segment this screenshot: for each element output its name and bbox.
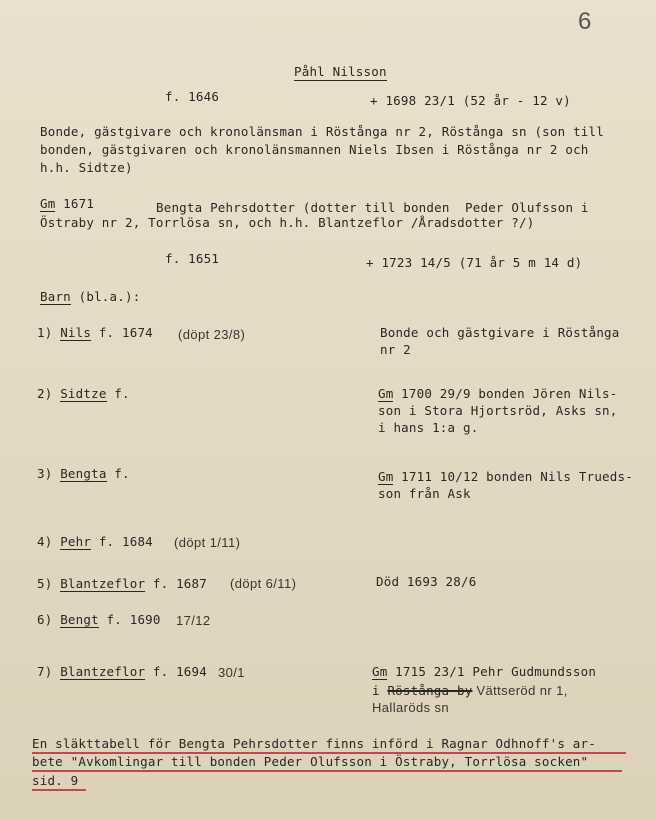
child-name: Blantzeflor [60,664,146,679]
footer-line-1: En släkttabell för Bengta Pehrsdotter finns införd i Ragnar Odhnoff's ar- [32,736,596,751]
child-3-marriage: 1711 10/12 bonden Nils Trueds- [393,469,633,484]
child-4-note: (döpt 1/11) [174,535,241,550]
child-name: Nils [60,325,92,340]
child-2-info-1 [378,386,618,402]
struck-place: Röstånga by [387,683,473,698]
red-underline-1 [32,752,626,754]
child-number: 7) [37,664,53,679]
child-2-info-2: son i Stora Hjortsröd, Asks sn, [378,403,618,418]
child-7-info-3: Hallaröds sn [372,700,450,715]
child-name: Bengta [60,466,107,481]
gm-label: Gm [378,386,394,401]
child-7-info-1 [372,664,596,680]
description-line-3: h.h. Sidtze) [40,160,133,175]
description-line-1: Bonde, gästgivare och kronolänsman i Röstånga nr 2, Röstånga sn (son till [40,124,604,139]
child-number: 6) [37,612,53,627]
child-born: f. [106,386,130,401]
footer-line-2: bete "Avkomlingar till bonden Peder Olufsson i Östraby, Torrlösa socken" [32,754,589,769]
child-number: 5) [37,576,53,591]
child-7-info-2 [372,683,568,699]
child-2-marriage: 1700 29/9 bonden Jören Nils- [393,386,618,401]
child-1 [37,325,153,341]
child-2-info-3: i hans 1:a g. [378,420,479,435]
spouse-born: f. 1651 [165,251,220,266]
child-3 [37,466,130,482]
place-prefix: i [372,683,388,698]
gm-label: Gm [372,664,388,679]
child-7-marriage: 1715 23/1 Pehr Gudmundsson [387,664,597,679]
marriage-line [40,196,94,212]
child-number: 4) [37,534,53,549]
children-label: Barn [40,289,71,304]
child-name: Pehr [60,534,92,549]
child-2 [37,386,130,402]
person-died: + 1698 23/1 (52 år - 12 v) [370,93,571,108]
children-suffix: (bl.a.): [70,289,141,304]
page-number: 6 [578,8,592,35]
child-born: f. 1687 [145,576,207,591]
marriage-year: 1671 [55,196,95,211]
child-7 [37,664,207,680]
child-name: Blantzeflor [60,576,146,591]
gm-label: Gm [378,469,394,484]
children-header [40,289,140,305]
footer-line-3: sid. 9 [32,773,79,788]
spouse-died: + 1723 14/5 (71 år 5 m 14 d) [366,255,583,270]
child-number: 3) [37,466,53,481]
child-born: f. [106,466,130,481]
gm-label: Gm [40,196,56,211]
child-born: f. 1690 [98,612,161,627]
handwritten-place: Vättseröd nr 1, [472,683,568,698]
child-7-note: 30/1 [218,665,245,680]
red-underline-3 [32,789,86,791]
child-6 [37,612,161,628]
child-name: Sidtze [60,386,107,401]
child-5-note: (döpt 6/11) [230,576,297,591]
child-6-note: 17/12 [176,613,211,628]
child-1-note: (döpt 23/8) [178,327,246,342]
child-5-info-1: Död 1693 28/6 [376,574,477,589]
child-1-info-1: Bonde och gästgivare i Röstånga [380,325,620,340]
child-4 [37,534,153,550]
child-number: 2) [37,386,53,401]
child-1-info-2: nr 2 [380,342,411,357]
child-name: Bengt [60,612,99,627]
child-born: f. 1674 [91,325,153,340]
red-underline-2 [32,770,622,772]
child-3-info-1 [378,469,633,485]
child-5 [37,576,207,592]
spouse-line-2: Östraby nr 2, Torrlösa sn, och h.h. Blantzeflor /Åradsdotter ?/) [40,215,535,230]
child-born: f. 1694 [145,664,207,679]
child-number: 1) [37,325,53,340]
spouse-text: Bengta Pehrsdotter (dotter till bonden Peder Olufsson i [156,200,589,215]
description-line-2: bonden, gästgivaren och kronolänsmannen Niels Ibsen i Röstånga nr 2 och [40,142,589,157]
child-3-info-2: son från Ask [378,486,471,501]
child-born: f. 1684 [91,534,153,549]
person-born: f. 1646 [165,89,220,104]
person-name: Påhl Nilsson [294,64,387,79]
